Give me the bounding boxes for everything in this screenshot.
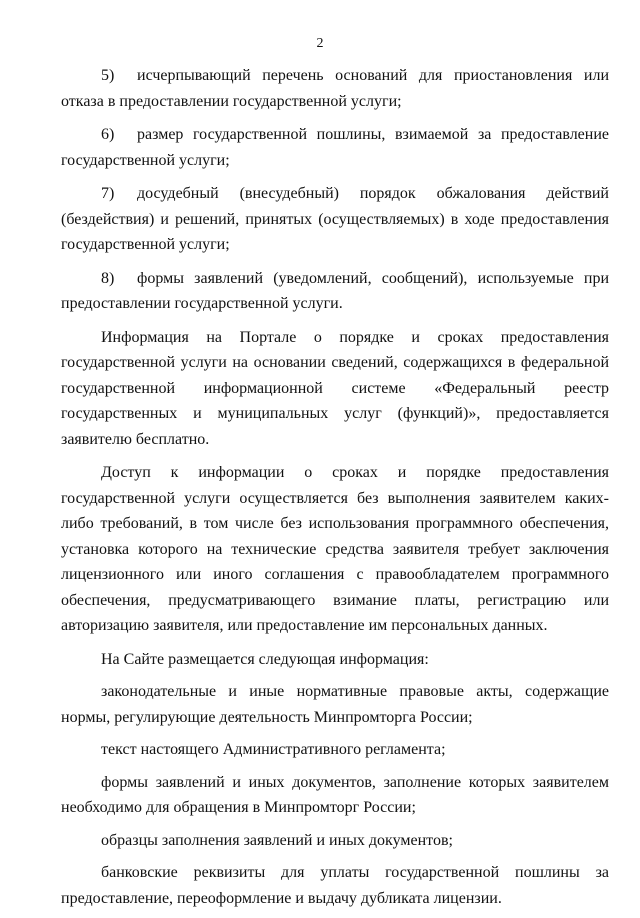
paragraph-form-samples: образцы заполнения заявлений и иных документов;	[101, 831, 453, 849]
page-number: 2	[316, 36, 324, 51]
list-item-number: 7)	[101, 185, 115, 202]
list-item-text: исчерпывающий перечень оснований для приостановления или отказа в предоставлении государственной услуги;	[61, 67, 609, 110]
list-item-6	[61, 122, 609, 173]
paragraph-site-info: На Сайте размещается следующая информация:	[101, 650, 429, 668]
list-item-8	[61, 266, 609, 317]
list-item-5	[61, 63, 609, 114]
paragraph-portal-info: Информация на Портале о порядке и сроках предоставления государственной услуги на основании сведений, содержащихся в федеральной государственной информационной системе «Федеральный реестр государственных и муниципальных услуг (функций)», предоставляется заявителю бесплатно.	[61, 328, 609, 448]
list-item-number: 6)	[101, 126, 115, 143]
list-item-text: размер государственной пошлины, взимаемой за предоставление государственной услуги;	[61, 126, 609, 169]
list-item-7	[61, 181, 609, 258]
paragraph-legal-acts: законодательные и иные нормативные правовые акты, содержащие нормы, регулирующие деятельность Минпромторга России;	[61, 683, 609, 726]
paragraph-bank-details: банковские реквизиты для уплаты государственной пошлины за предоставление, переоформление и выдачу дубликата лицензии.	[61, 864, 609, 907]
list-item-text: досудебный (внесудебный) порядок обжалования действий (бездействия) и решений, принятых (осуществляемых) в ходе предоставления государственной услуги;	[61, 185, 609, 253]
list-item-number: 8)	[101, 269, 115, 287]
document-body	[61, 63, 609, 918]
paragraph-access-info: Доступ к информации о сроках и порядке предоставления государственной услуги осуществляется без выполнения заявителем каких-либо требований, в том числе без использования программного обеспечения, установка которого на технические средства заявителя требует заключения лицензионного или иного соглашения с правообладателем программного обеспечения, предусматривающего взимание платы, регистрацию или авторизацию заявителя, или предоставление им персональных данных.	[61, 464, 609, 634]
paragraph-application-forms: формы заявлений и иных документов, заполнение которых заявителем необходимо для обращения в Минпромторг России;	[61, 773, 609, 816]
paragraph-regulation-text: текст настоящего Административного регламента;	[101, 741, 446, 758]
list-item-number: 5)	[101, 67, 115, 84]
list-item-text: формы заявлений (уведомлений, сообщений), используемые при предоставлении государственной услуги.	[61, 269, 609, 312]
